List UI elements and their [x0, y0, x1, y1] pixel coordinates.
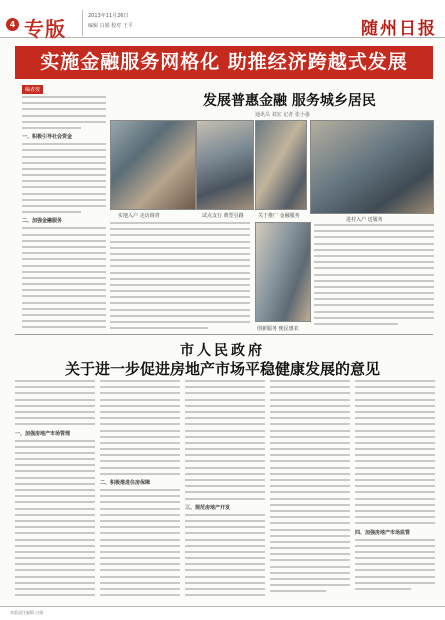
- article-byline: 通讯员 刘宏 记者 张小强: [255, 112, 310, 118]
- section-divider: [15, 334, 433, 335]
- article2-col-4: [270, 380, 350, 604]
- a2-subhead-3: 三、规范房地产开发: [185, 504, 231, 511]
- issue-date: 2013年11月26日: [88, 13, 129, 19]
- a2-subhead-2: 二、积极推进住房保障: [100, 480, 151, 486]
- page-footer: [0, 606, 445, 620]
- editor-credits: 编辑 白娟 校对 王平: [88, 23, 133, 29]
- newspaper-masthead: 随州日报: [361, 19, 437, 39]
- a2-subhead-1: 一、加强房地产市场管理: [15, 430, 71, 437]
- section-title: 专版: [24, 17, 66, 41]
- article2-col-2: [100, 380, 180, 604]
- article2-col-3: [185, 380, 265, 604]
- editor-note-label: 编者按: [22, 85, 43, 94]
- photo-caption-4: 进村入户 送服务: [346, 217, 383, 223]
- photo-caption-5: 创新服务 便民惠农: [257, 326, 299, 332]
- left-column-text: [22, 96, 106, 328]
- page-number: 4: [6, 18, 19, 31]
- article1-text-middle: [110, 222, 250, 330]
- article2-title: 关于进一步促进房地产市场平稳健康发展的意见: [64, 360, 380, 378]
- photo-caption-3: 关于推广 金融服务: [258, 213, 300, 219]
- photo-village: [310, 120, 434, 214]
- footer-text: 本版责任编辑 白娟: [10, 610, 44, 615]
- header-divider: [82, 10, 83, 36]
- page-header: [0, 0, 445, 41]
- left-subhead-2: 二、加强金融服务: [22, 218, 63, 225]
- page-banner-headline: 实施金融服务网格化 助推经济跨越式发展: [15, 46, 433, 79]
- photo-caption-1: 实地入户 走访调查: [118, 213, 160, 219]
- article1-text-right: [314, 224, 434, 328]
- photo-caption-2: 试点支行 典型引路: [202, 213, 244, 219]
- photo-meeting: [255, 120, 307, 210]
- a2-subhead-4: 四、加强房地产市场监管: [355, 529, 411, 536]
- article-title: 发展普惠金融 服务城乡居民: [203, 93, 376, 109]
- left-subhead-1: 一、积极引导社会资金: [22, 134, 73, 141]
- photo-branch: [196, 120, 254, 210]
- article2-kicker: 市人民政府: [180, 343, 265, 359]
- photo-visit: [110, 120, 196, 210]
- article2-col-1: [15, 380, 95, 604]
- photo-service: [255, 222, 311, 322]
- article2-col-5: [355, 380, 435, 604]
